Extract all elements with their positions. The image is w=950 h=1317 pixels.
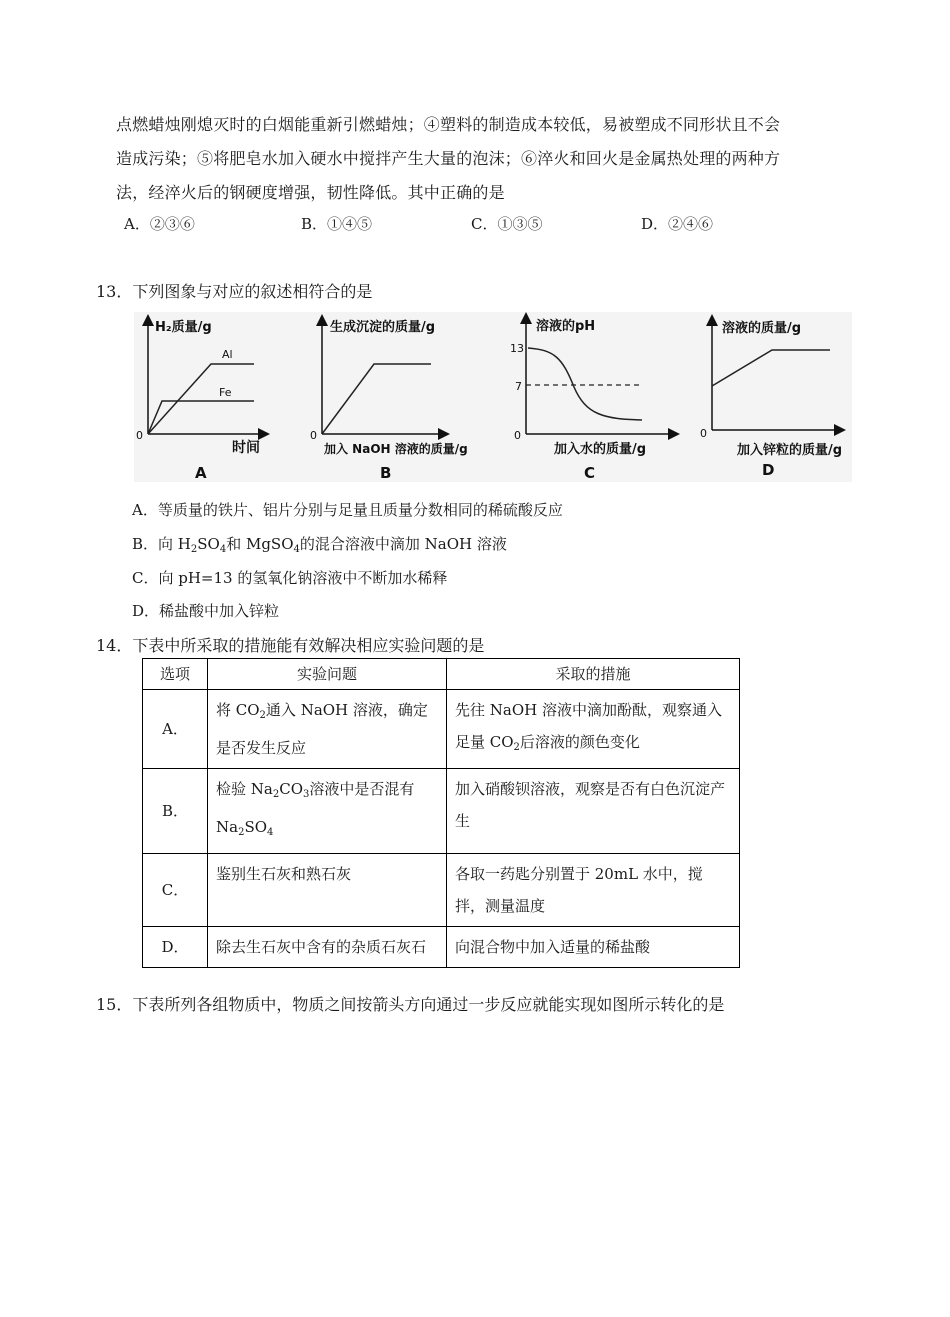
q12-text-line-3: 法，经淬火后的钢硬度增强，韧性降低。其中正确的是	[116, 183, 505, 202]
graph-c-caption: C	[584, 464, 596, 482]
table-row	[143, 690, 740, 769]
graph-c-xlabel: 加入水的质量/g	[554, 442, 647, 457]
header-problem: 实验问题	[208, 659, 447, 690]
q12-option-d: D．②④⑥	[641, 215, 714, 233]
graph-b-caption: B	[380, 464, 392, 482]
graph-a-xlabel: 时间	[232, 440, 260, 456]
graph-d-ylabel: 溶液的质量/g	[722, 321, 802, 336]
q13-option-a: A．等质量的铁片、铝片分别与足量且质量分数相同的稀硫酸反应	[132, 501, 563, 519]
q12-text-line-1: 点燃蜡烛刚熄灭时的白烟能重新引燃蜡烛；④塑料的制造成本较低，易被塑成不同形状且不会	[116, 115, 781, 134]
graph-c-tick-13: 13	[510, 342, 524, 355]
q13-option-d: D．稀盐酸中加入锌粒	[132, 602, 280, 620]
graph-b-ylabel: 生成沉淀的质量/g	[330, 320, 436, 335]
q13-graphs	[134, 312, 852, 482]
graph-c-ylabel: 溶液的pH	[536, 319, 596, 334]
row-measure: 加入硝酸钡溶液，观察是否有白色沉淀产生	[447, 769, 740, 854]
graph-d-origin: 0	[700, 427, 707, 440]
q15-stem: 15．下表所列各组物质中，物质之间按箭头方向通过一步反应就能实现如图所示转化的是	[96, 995, 725, 1014]
graph-a-caption: A	[195, 464, 207, 482]
q13-option-c: C．向 pH=13 的氢氧化钠溶液中不断加水稀释	[132, 569, 448, 587]
header-option: 选项	[143, 659, 208, 690]
graph-c-origin: 0	[514, 429, 521, 442]
q12-option-c: C．①③⑤	[471, 215, 543, 233]
q12-option-b: B．①④⑤	[301, 215, 373, 233]
q13-stem: 13．下列图象与对应的叙述相符合的是	[96, 282, 373, 301]
q12-text-line-2: 造成污染；⑤将肥皂水加入硬水中搅拌产生大量的泡沫；⑥淬火和回火是金属热处理的两种方	[116, 149, 781, 168]
row-problem: 将 $CO_2$通入 NaOH 溶液，确定是否发生反应	[208, 690, 447, 769]
table-row	[143, 854, 740, 927]
table-header-row	[143, 659, 740, 690]
graph-a-al-label: Al	[222, 348, 233, 361]
table-row	[143, 927, 740, 968]
graph-a-origin: 0	[136, 429, 143, 442]
q12-option-a: A．②③⑥	[124, 215, 195, 233]
table-row	[143, 769, 740, 854]
graph-b-origin: 0	[310, 429, 317, 442]
row-option: D．	[143, 927, 208, 968]
graph-b-xlabel: 加入 NaOH 溶液的质量/g	[324, 442, 468, 456]
q13-graphs-svg	[134, 312, 852, 482]
graph-a-fe-label: Fe	[219, 386, 232, 399]
graph-d-caption: D	[762, 461, 775, 479]
row-measure: 各取一药匙分别置于 20mL 水中，搅拌，测量温度	[447, 854, 740, 927]
row-option: B．	[143, 769, 208, 854]
row-problem: 鉴别生石灰和熟石灰	[208, 854, 447, 927]
row-measure: 先往 NaOH 溶液中滴加酚酞，观察通入足量 $CO_2$后溶液的颜色变化	[447, 690, 740, 769]
row-option: C．	[143, 854, 208, 927]
q14-table	[142, 658, 740, 968]
graph-c-tick-7: 7	[515, 380, 522, 393]
q13-option-b: B．向 $H_2SO_4$和 MgSO$_4$的混合溶液中滴加 NaOH 溶液	[132, 535, 507, 555]
row-problem: 检验 $Na_2CO_3$溶液中是否混有 $Na_2SO_4$	[208, 769, 447, 854]
graph-d-xlabel: 加入锌粒的质量/g	[737, 443, 843, 458]
row-measure: 向混合物中加入适量的稀盐酸	[447, 927, 740, 968]
header-measure: 采取的措施	[447, 659, 740, 690]
row-option: A．	[143, 690, 208, 769]
row-problem: 除去生石灰中含有的杂质石灰石	[208, 927, 447, 968]
graph-a-ylabel: H₂质量/g	[155, 320, 212, 335]
q14-stem: 14．下表中所采取的措施能有效解决相应实验问题的是	[96, 636, 485, 655]
q12-options	[124, 213, 764, 237]
